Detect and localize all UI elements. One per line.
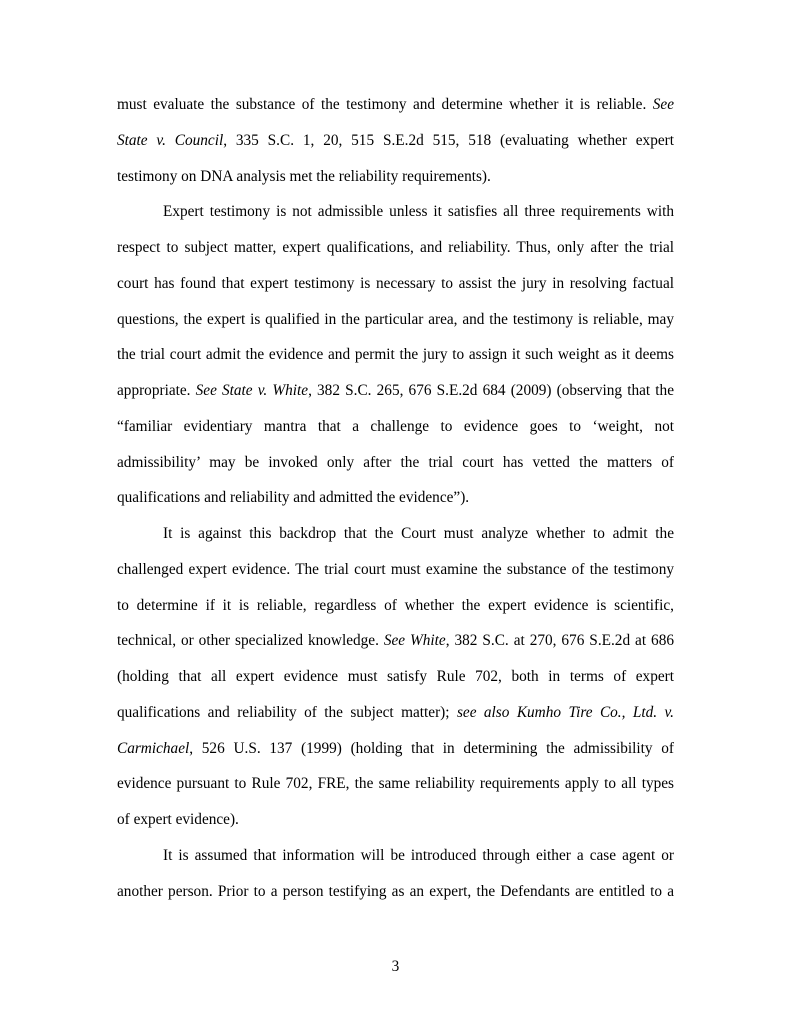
text-line: [117, 874, 674, 910]
text-line: [117, 123, 674, 159]
text-line: [117, 731, 674, 767]
text-line: [117, 516, 674, 552]
case-name: See White: [383, 632, 446, 650]
citation-signal: See: [652, 96, 674, 113]
text-run: , 382 S.C. at 270, 676 S.E.2d at 686: [445, 632, 674, 650]
text-run: to determine if it is reliable, regardless of whether the expert evidence is scientific,: [117, 596, 674, 614]
paragraph: [117, 516, 674, 838]
text-line: [117, 194, 674, 230]
text-line: [117, 552, 674, 588]
paragraph: [117, 838, 674, 910]
document-page-body: [117, 87, 674, 909]
text-line: [117, 623, 674, 659]
text-line: [117, 409, 674, 445]
paragraph: [117, 194, 674, 516]
text-run: “familiar evidentiary mantra that a challenge to evidence goes to ‘weight, not: [117, 417, 674, 435]
text-run: , 526 U.S. 137 (1999) (holding that in determining the admissibility of: [189, 739, 674, 757]
text-run: , 335 S.C. 1, 20, 515 S.E.2d 515, 518 (evaluating whether expert: [223, 131, 674, 149]
text-run: evidence pursuant to Rule 702, FRE, the same reliability requirements apply to all types: [117, 775, 674, 793]
text-run: testimony on DNA analysis met the reliability requirements).: [117, 167, 491, 185]
text-line: [117, 659, 674, 695]
text-run: court has found that expert testimony is necessary to assist the jury in resolving factual: [117, 274, 674, 292]
text-line: [117, 373, 674, 409]
text-run: another person. Prior to a person testifying as an expert, the Defendants are entitled to a: [117, 882, 674, 900]
text-run: admissibility’ may be invoked only after the trial court has vetted the matters of: [117, 453, 674, 471]
text-run: of expert evidence).: [117, 811, 239, 828]
text-run: challenged expert evidence. The trial court must examine the substance of the testimony: [117, 560, 674, 578]
case-name: Carmichael: [117, 739, 190, 757]
text-run: respect to subject matter, expert qualifications, and reliability. Thus, only after the trial: [117, 239, 674, 256]
text-run: qualifications and reliability and admitted the evidence”).: [117, 489, 470, 507]
text-run: , 382 S.C. 265, 676 S.E.2d 684 (2009) (observing that the: [308, 382, 674, 399]
text-line: [117, 302, 674, 338]
text-run: appropriate.: [117, 382, 196, 399]
page-number: 3: [391, 958, 400, 975]
case-name: See State v. White: [195, 382, 309, 399]
text-line: [117, 230, 674, 266]
text-run: technical, or other specialized knowledge.: [117, 632, 384, 650]
text-line: [117, 695, 674, 731]
text-run: It is against this backdrop that the Court must analyze whether to admit the: [163, 525, 674, 542]
text-line: [117, 337, 674, 373]
paragraph: [117, 87, 674, 194]
text-line: [117, 159, 674, 195]
text-line: [117, 87, 674, 123]
text-run: must evaluate the substance of the testimony and determine whether it is reliable.: [117, 96, 653, 113]
text-run: questions, the expert is qualified in the particular area, and the testimony is reliable, may: [117, 310, 674, 328]
text-line: [117, 588, 674, 624]
text-line: [117, 766, 674, 802]
text-line: [117, 445, 674, 481]
text-run: the trial court admit the evidence and permit the jury to assign it such weight as it deems: [117, 346, 674, 364]
text-line: [117, 266, 674, 302]
case-name: State v. Council: [117, 131, 224, 149]
text-run: Expert testimony is not admissible unless it satisfies all three requirements with: [163, 203, 674, 221]
text-line: [117, 480, 674, 516]
text-line: [117, 802, 674, 838]
text-run: It is assumed that information will be introduced through either a case agent or: [163, 846, 674, 864]
text-run: (holding that all expert evidence must satisfy Rule 702, both in terms of expert: [117, 668, 674, 685]
case-name: see also Kumho Tire Co., Ltd. v.: [456, 703, 675, 721]
text-run: qualifications and reliability of the subject matter);: [117, 703, 457, 721]
text-line: [117, 838, 674, 874]
